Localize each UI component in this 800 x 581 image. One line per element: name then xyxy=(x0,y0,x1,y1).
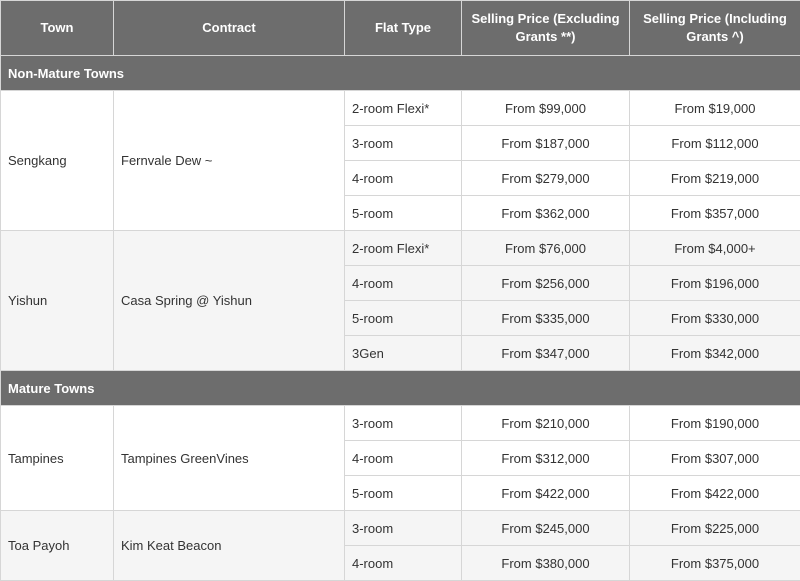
price-excluding-grants-cell: From $279,000 xyxy=(462,161,630,196)
header-price-including-grants: Selling Price (Including Grants ^) xyxy=(630,1,800,56)
price-including-grants-cell: From $4,000+ xyxy=(630,231,800,266)
price-excluding-grants-cell: From $312,000 xyxy=(462,441,630,476)
flat-type-cell: 3-room xyxy=(345,511,462,546)
table-row xyxy=(1,406,800,441)
flat-type-cell: 5-room xyxy=(345,196,462,231)
flat-type-cell: 2-room Flexi* xyxy=(345,91,462,126)
price-including-grants-cell: From $19,000 xyxy=(630,91,800,126)
contract-cell: Fernvale Dew ~ xyxy=(114,91,345,231)
price-including-grants-cell: From $342,000 xyxy=(630,336,800,371)
price-including-grants-cell: From $225,000 xyxy=(630,511,800,546)
flat-type-cell: 2-room Flexi* xyxy=(345,231,462,266)
price-excluding-grants-cell: From $187,000 xyxy=(462,126,630,161)
town-cell: Tampines xyxy=(1,406,114,511)
price-excluding-grants-cell: From $335,000 xyxy=(462,301,630,336)
flat-type-cell: 3-room xyxy=(345,126,462,161)
price-including-grants-cell: From $112,000 xyxy=(630,126,800,161)
contract-cell: Kim Keat Beacon xyxy=(114,511,345,581)
price-excluding-grants-cell: From $210,000 xyxy=(462,406,630,441)
town-cell: Toa Payoh xyxy=(1,511,114,581)
section-row xyxy=(1,56,800,91)
price-including-grants-cell: From $330,000 xyxy=(630,301,800,336)
section-row xyxy=(1,371,800,406)
town-cell: Yishun xyxy=(1,231,114,371)
price-excluding-grants-cell: From $245,000 xyxy=(462,511,630,546)
contract-cell: Casa Spring @ Yishun xyxy=(114,231,345,371)
price-including-grants-cell: From $307,000 xyxy=(630,441,800,476)
table-header xyxy=(1,1,800,56)
flat-type-cell: 4-room xyxy=(345,546,462,581)
price-including-grants-cell: From $219,000 xyxy=(630,161,800,196)
header-town: Town xyxy=(1,1,114,56)
section-title: Non-Mature Towns xyxy=(1,56,800,91)
table-row xyxy=(1,231,800,266)
price-including-grants-cell: From $190,000 xyxy=(630,406,800,441)
price-including-grants-cell: From $375,000 xyxy=(630,546,800,581)
section-title: Mature Towns xyxy=(1,371,800,406)
contract-cell: Tampines GreenVines xyxy=(114,406,345,511)
table-body xyxy=(1,56,800,581)
header-contract: Contract xyxy=(114,1,345,56)
price-excluding-grants-cell: From $380,000 xyxy=(462,546,630,581)
flat-type-cell: 4-room xyxy=(345,441,462,476)
town-cell: Sengkang xyxy=(1,91,114,231)
price-excluding-grants-cell: From $347,000 xyxy=(462,336,630,371)
flat-type-cell: 4-room xyxy=(345,266,462,301)
flat-type-cell: 5-room xyxy=(345,476,462,511)
price-excluding-grants-cell: From $256,000 xyxy=(462,266,630,301)
price-including-grants-cell: From $422,000 xyxy=(630,476,800,511)
price-excluding-grants-cell: From $76,000 xyxy=(462,231,630,266)
flat-type-cell: 3-room xyxy=(345,406,462,441)
header-price-excluding-grants: Selling Price (Excluding Grants **) xyxy=(462,1,630,56)
flat-type-cell: 4-room xyxy=(345,161,462,196)
table-row xyxy=(1,511,800,546)
header-row xyxy=(1,1,800,56)
table-row xyxy=(1,91,800,126)
price-excluding-grants-cell: From $99,000 xyxy=(462,91,630,126)
price-excluding-grants-cell: From $422,000 xyxy=(462,476,630,511)
price-including-grants-cell: From $196,000 xyxy=(630,266,800,301)
price-including-grants-cell: From $357,000 xyxy=(630,196,800,231)
price-excluding-grants-cell: From $362,000 xyxy=(462,196,630,231)
flat-type-cell: 3Gen xyxy=(345,336,462,371)
flat-type-cell: 5-room xyxy=(345,301,462,336)
header-flat-type: Flat Type xyxy=(345,1,462,56)
